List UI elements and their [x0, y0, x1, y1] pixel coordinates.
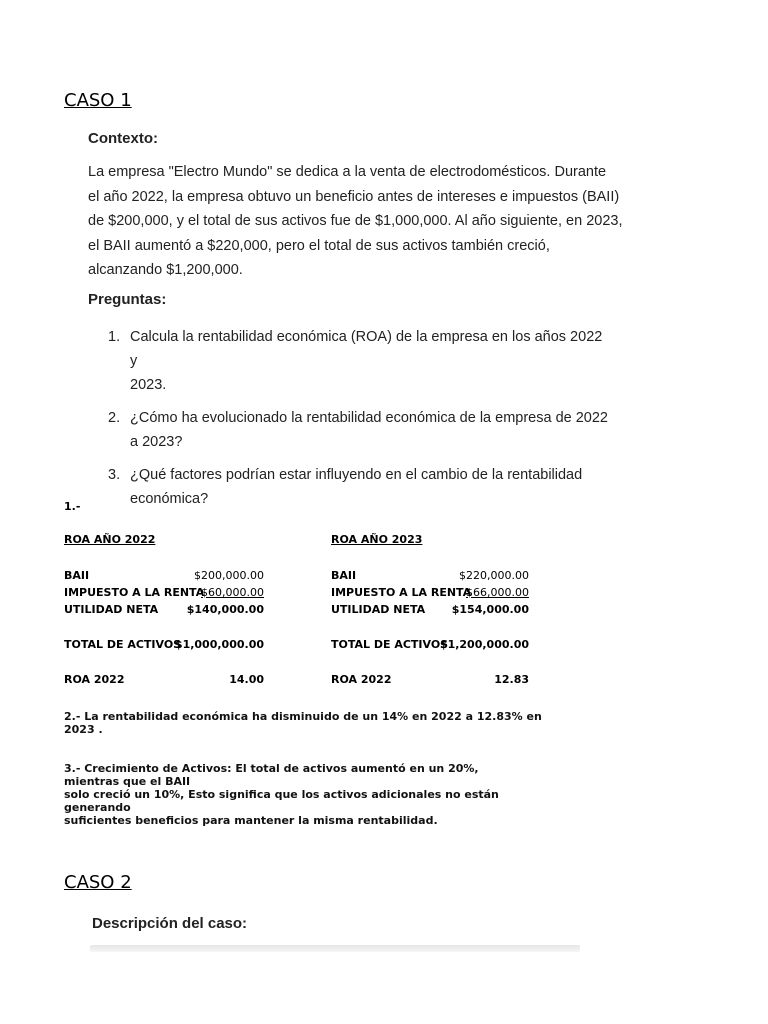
- question-text: Calcula la rentabilidad económica (ROA) de la empresa en los años 2022 y: [130, 329, 603, 369]
- row-value: $200,000.00: [194, 569, 264, 582]
- cut-off-text-line: [90, 945, 580, 952]
- question-number: 2.: [108, 410, 121, 426]
- roa-2022-table: [64, 533, 264, 693]
- caso2-title: CASO 2: [64, 872, 132, 893]
- context-line: el BAII aumentó a $220,000, pero el total de sus activos también creció,: [88, 237, 550, 254]
- question-text: económica?: [130, 491, 209, 507]
- roa-2023-result-row: [331, 673, 529, 689]
- context-line: el año 2022, la empresa obtuvo un beneficio antes de intereses e impuestos (BAII): [88, 188, 620, 205]
- questions-list: [108, 325, 608, 520]
- roa-2023-net-row: [331, 603, 529, 619]
- answer3-line: suficientes beneficios para mantener la misma rentabilidad.: [64, 814, 438, 827]
- row-value: $66,000.00: [466, 586, 529, 599]
- roa-2022-baii-row: [64, 569, 264, 585]
- roa-2022-net-row: [64, 603, 264, 619]
- answer3-line: 3.- Crecimiento de Activos: El total de activos aumentó en un 20%, mientras que el BAII: [64, 762, 479, 788]
- row-label: IMPUESTO A LA RENTA: [64, 586, 205, 599]
- row-label: TOTAL DE ACTIVOS: [331, 638, 449, 651]
- question-item: [108, 325, 608, 397]
- context-heading: Contexto:: [88, 130, 158, 147]
- roa-2022-title: ROA AÑO 2022: [64, 533, 156, 546]
- roa-2022-tax-row: [64, 586, 264, 602]
- roa-2022-assets-row: [64, 638, 264, 654]
- answer3-line: solo creció un 10%, Esto significa que los activos adicionales no están generando: [64, 788, 499, 814]
- question-number: 3.: [108, 467, 121, 483]
- row-label: UTILIDAD NETA: [64, 603, 159, 616]
- answer3-paragraph: [64, 762, 534, 827]
- question-text: ¿Qué factores podrían estar influyendo en el cambio de la rentabilidad: [130, 467, 583, 483]
- roa-2023-tax-row: [331, 586, 529, 602]
- roa-2023-baii-row: [331, 569, 529, 585]
- row-value: 12.83: [494, 673, 529, 686]
- answer2-text: 2.- La rentabilidad económica ha disminuido de un 14% en 2022 a 12.83% en 2023 .: [64, 710, 542, 736]
- row-label: BAII: [64, 569, 90, 582]
- question-text: a 2023?: [130, 434, 183, 450]
- caso1-title: CASO 1: [64, 90, 132, 111]
- row-label: IMPUESTO A LA RENTA: [331, 586, 472, 599]
- question-item: [108, 406, 608, 454]
- row-label: TOTAL DE ACTIVOS: [64, 638, 182, 651]
- context-line: de $200,000, y el total de sus activos fue de $1,000,000. Al año siguiente, en 2023,: [88, 213, 623, 229]
- row-value: $60,000.00: [201, 586, 264, 599]
- row-value: $154,000.00: [451, 603, 529, 616]
- roa-2022-result-row: [64, 673, 264, 689]
- question-item: [108, 463, 608, 511]
- roa-2023-title: ROA AÑO 2023: [331, 533, 423, 546]
- row-value: $220,000.00: [459, 569, 529, 582]
- questions-heading: Preguntas:: [88, 291, 167, 308]
- question-text: 2023.: [130, 377, 167, 393]
- answer1-label: 1.-: [64, 500, 81, 513]
- description-heading: Descripción del caso:: [92, 915, 248, 932]
- context-paragraph: [88, 160, 628, 283]
- row-value: $140,000.00: [186, 603, 264, 616]
- row-label: ROA 2022: [331, 673, 392, 686]
- row-label: ROA 2022: [64, 673, 125, 686]
- roa-2023-table: [331, 533, 529, 693]
- row-value: $1,000,000.00: [174, 638, 264, 651]
- context-line: alcanzando $1,200,000.: [88, 262, 243, 278]
- row-value: 14.00: [229, 673, 264, 686]
- row-label: UTILIDAD NETA: [331, 603, 426, 616]
- row-value: $1,200,000.00: [439, 638, 529, 651]
- context-line: La empresa "Electro Mundo" se dedica a la venta de electrodomésticos. Durante: [88, 164, 607, 180]
- roa-2023-assets-row: [331, 638, 529, 654]
- question-number: 1.: [108, 329, 121, 345]
- row-label: BAII: [331, 569, 357, 582]
- question-text: ¿Cómo ha evolucionado la rentabilidad económica de la empresa de 2022: [130, 410, 608, 426]
